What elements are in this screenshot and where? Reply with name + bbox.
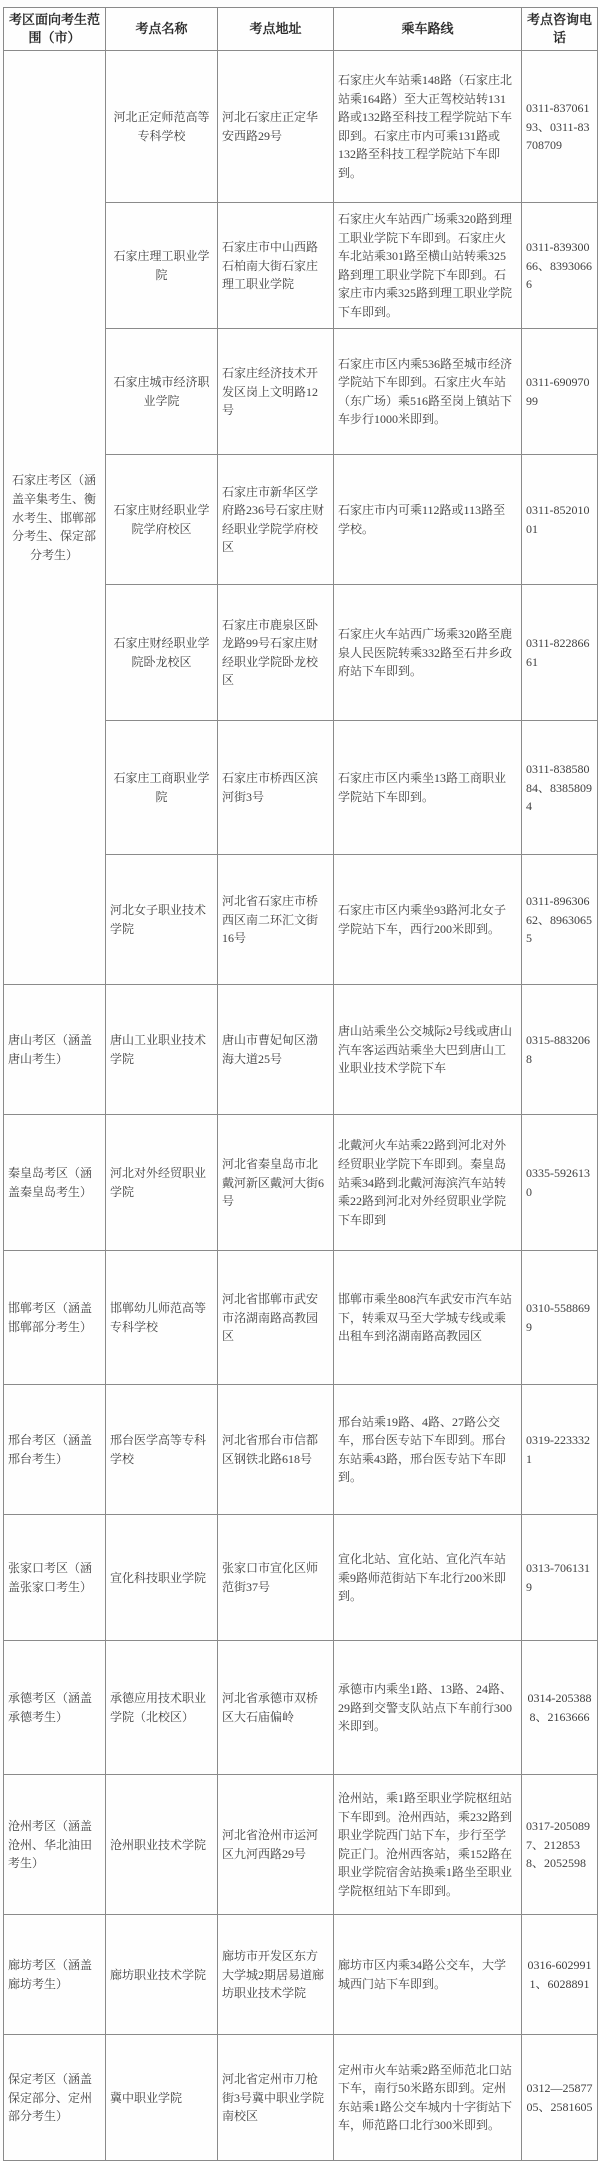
phone-cell: 0317-2050897、2128538、2052598 [522,1775,598,1915]
route-cell: 廊坊市区内乘34路公交车，大学城西门站下车即到。 [334,1915,522,2035]
site-name-cell: 河北正定师范高等专科学校 [106,51,218,203]
route-cell: 石家庄市区内乘536路至城市经济学院站下车即到。石家庄火车站（东广场）乘516路至岗上镇站下车步行1000米即到。 [334,329,522,455]
route-cell: 石家庄火车站西广场乘320路至鹿泉人民医院转乘332路至石井乡政府站下车即到。 [334,585,522,721]
phone-cell: 0319-2233321 [522,1385,598,1515]
table-row [4,985,598,1115]
phone-cell: 0311-89630662、89630655 [522,855,598,985]
table-row [4,1251,598,1385]
route-cell: 定州市火车站乘2路至师范北口站下车，南行50米路东即到。定州东站乘1路公交车城内十字街站下车，师范路口北行300米即到。 [334,2035,522,2161]
header-phone: 考点咨询电话 [522,8,598,51]
site-name-cell: 石家庄工商职业学院 [106,721,218,855]
district-cell-baoding: 保定考区（涵盖保定部分、定州部分考生） [4,2035,106,2161]
phone-cell: 0311-83930066、83930666 [522,203,598,329]
phone-cell: 0310-5588699 [522,1251,598,1385]
address-cell: 石家庄市鹿泉区卧龙路99号石家庄财经职业学院卧龙校区 [218,585,334,721]
district-cell-langfang: 廊坊考区（涵盖廊坊考生） [4,1915,106,2035]
address-cell: 河北省邯郸市武安市洺湖南路高教园区 [218,1251,334,1385]
address-cell: 河北省沧州市运河区九河西路29号 [218,1775,334,1915]
district-cell-qinhuangdao: 秦皇岛考区（涵盖秦皇岛考生） [4,1115,106,1251]
district-cell-chengde: 承德考区（涵盖承德考生） [4,1641,106,1775]
address-cell: 河北省石家庄市桥西区南二环汇文街16号 [218,855,334,985]
site-name-cell: 石家庄城市经济职业学院 [106,329,218,455]
table-row [4,1515,598,1641]
table-row [4,51,598,203]
route-cell: 石家庄市区内乘坐13路工商职业学院站下车即到。 [334,721,522,855]
phone-cell: 0312—2587705、2581605 [522,2035,598,2161]
header-route: 乘车路线 [334,8,522,51]
district-cell-xingtai: 邢台考区（涵盖邢台考生） [4,1385,106,1515]
site-name-cell: 石家庄理工职业学院 [106,203,218,329]
phone-cell: 0311-82286661 [522,585,598,721]
phone-cell: 0313-7061319 [522,1515,598,1641]
route-cell: 石家庄火车站西广场乘320路到理工职业学院下车即到。石家庄火车北站乘301路至横山站转乘325路到理工职业学院下车即到。石家庄市内乘325路到理工职业学院下车即到。 [334,203,522,329]
address-cell: 河北省邢台市信都区钢铁北路618号 [218,1385,334,1515]
route-cell: 石家庄火车站乘148路（石家庄北站乘164路）至大正驾校站转131路或132路至科技工程学院站下车即到。石家庄市内可乘131路或132路至科技工程学院站下车即到。 [334,51,522,203]
phone-cell: 0311-83706193、0311-83708709 [522,51,598,203]
route-cell: 石家庄市内可乘112路或113路至学校。 [334,455,522,585]
district-cell-handan: 邯郸考区（涵盖邯郸部分考生） [4,1251,106,1385]
site-name-cell: 唐山工业职业技术学院 [106,985,218,1115]
table-row [4,1385,598,1515]
address-cell: 河北石家庄正定华安西路29号 [218,51,334,203]
address-cell: 河北省秦皇岛市北戴河新区戴河大街6号 [218,1115,334,1251]
address-cell: 张家口市宣化区师范街37号 [218,1515,334,1641]
site-name-cell: 承德应用技术职业学院（北校区） [106,1641,218,1775]
site-name-cell: 宣化科技职业学院 [106,1515,218,1641]
route-cell: 邢台站乘19路、4路、27路公交车，邢台医专站下车即到。邢台东站乘43路，邢台医专站下车即到。 [334,1385,522,1515]
address-cell: 廊坊市开发区东方大学城2期居易道廊坊职业技术学院 [218,1915,334,2035]
route-cell: 邯郸市乘坐808汽车武安市汽车站下，转乘双马至大学城专线或乘出租车到洺湖南路高教园区 [334,1251,522,1385]
district-cell-cangzhou: 沧州考区（涵盖沧州、华北油田考生） [4,1775,106,1915]
table-row [4,1775,598,1915]
site-name-cell: 河北对外经贸职业学院 [106,1115,218,1251]
table-row [4,1641,598,1775]
address-cell: 石家庄市桥西区滨河街3号 [218,721,334,855]
site-name-cell: 邢台医学高等专科学校 [106,1385,218,1515]
address-cell: 唐山市曹妃甸区渤海大道25号 [218,985,334,1115]
address-cell: 河北省定州市刀枪街3号冀中职业学院南校区 [218,2035,334,2161]
site-name-cell: 沧州职业技术学院 [106,1775,218,1915]
route-cell: 石家庄市区内乘坐93路河北女子学院站下车，西行200米即到。 [334,855,522,985]
site-name-cell: 石家庄财经职业学院卧龙校区 [106,585,218,721]
table-row [4,1115,598,1251]
header-address: 考点地址 [218,8,334,51]
district-cell-shijiazhuang: 石家庄考区（涵盖辛集考生、衡水考生、邯郸部分考生、保定部分考生） [4,51,106,985]
header-site-name: 考点名称 [106,8,218,51]
address-cell: 河北省承德市双桥区大石庙偏岭 [218,1641,334,1775]
route-cell: 宣化北站、宣化站、宣化汽车站乘9路师范街站下车北行200米即到。 [334,1515,522,1641]
route-cell: 北戴河火车站乘22路到河北对外经贸职业学院下车即到。秦皇岛站乘34路到北戴河海滨汽车站转乘22路到河北对外经贸职业学院下车即到 [334,1115,522,1251]
route-cell: 沧州站，乘1路至职业学院枢纽站下车即到。沧州西站，乘232路到职业学院西门站下车，步行至学院正门。沧州西客站，乘152路在职业学院宿舍站换乘1路坐至职业学院枢纽站下车即到。 [334,1775,522,1915]
route-cell: 承德市内乘坐1路、13路、24路、29路到交警支队站点下车前行300米即到。 [334,1641,522,1775]
header-district: 考区面向考生范围（市） [4,8,106,51]
site-name-cell: 冀中职业学院 [106,2035,218,2161]
site-name-cell: 邯郸幼儿师范高等专科学校 [106,1251,218,1385]
header-row [4,8,598,51]
phone-cell: 0311-85201001 [522,455,598,585]
site-name-cell: 河北女子职业技术学院 [106,855,218,985]
phone-cell: 0315-8832068 [522,985,598,1115]
table-row [4,1915,598,2035]
phone-cell: 0314-2053888、2163666 [522,1641,598,1775]
address-cell: 石家庄经济技术开发区岗上文明路12号 [218,329,334,455]
phone-cell: 0335-5926130 [522,1115,598,1251]
address-cell: 石家庄市中山西路石柏南大街石家庄理工职业学院 [218,203,334,329]
site-name-cell: 廊坊职业技术学院 [106,1915,218,2035]
route-cell: 唐山站乘坐公交城际2号线或唐山汽车客运西站乘坐大巴到唐山工业职业技术学院下车 [334,985,522,1115]
exam-site-table [3,7,598,2161]
phone-cell: 0311-69097099 [522,329,598,455]
district-cell-zhangjiakou: 张家口考区（涵盖张家口考生） [4,1515,106,1641]
phone-cell: 0311-83858084、83858094 [522,721,598,855]
phone-cell: 0316-6029911、6028891 [522,1915,598,2035]
site-name-cell: 石家庄财经职业学院学府校区 [106,455,218,585]
district-cell-tangshan: 唐山考区（涵盖唐山考生） [4,985,106,1115]
address-cell: 石家庄市新华区学府路236号石家庄财经职业学院学府校区 [218,455,334,585]
